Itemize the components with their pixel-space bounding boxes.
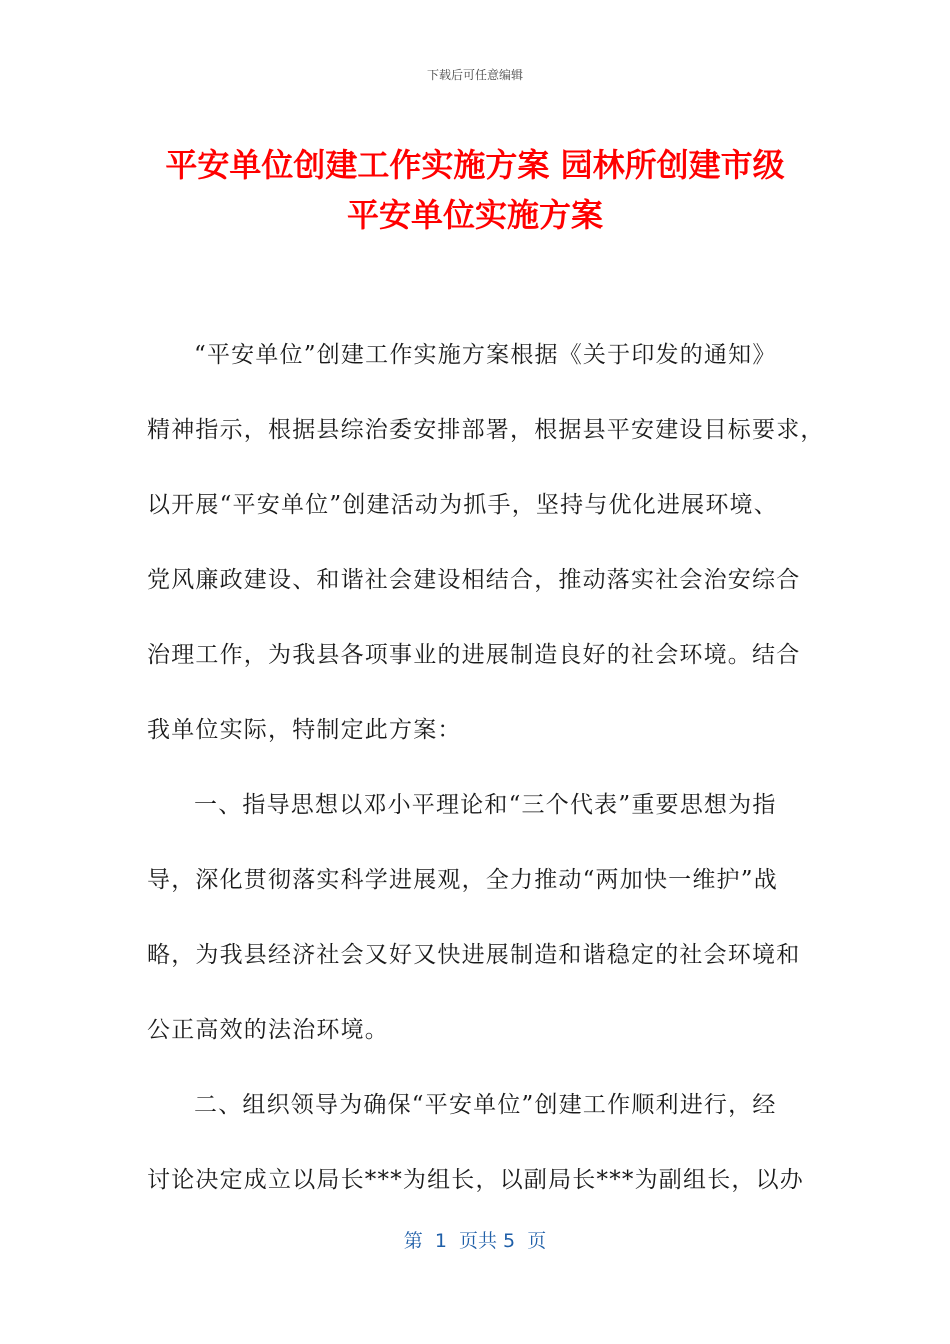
paragraph-2-line-3: 略，为我县经济社会又好又快进展制造和谐稳定的社会环境和 [147, 942, 801, 968]
document-title [100, 140, 850, 240]
header-note: 下载后可任意编辑 [426, 68, 523, 82]
title-line-1: 平安单位创建工作实施方案 园林所创建市级 [165, 146, 785, 184]
document-body [147, 318, 825, 1218]
page-footer: 第 1 页共 5 页 [403, 1230, 547, 1252]
title-line-2: 平安单位实施方案 [346, 196, 603, 234]
paragraph-1-line-1: “平安单位”创建工作实施方案根据《关于印发的通知》 [194, 342, 777, 368]
paragraph-1-line-6: 我单位实际，特制定此方案： [147, 717, 462, 743]
paragraph-2-line-1: 一、指导思想以邓小平理论和“三个代表”重要思想为指 [194, 792, 777, 818]
paragraph-1-line-4: 党风廉政建设、和谐社会建设相结合，推动落实社会治安综合 [147, 567, 801, 593]
paragraph-2-line-4: 公正高效的法治环境。 [147, 1017, 389, 1043]
paragraph-1-line-2: 精神指示，根据县综治委安排部署，根据县平安建设目标要求， [147, 417, 825, 443]
paragraph-3-line-2: 讨论决定成立以局长***为组长，以副局长***为副组长，以办 [147, 1167, 804, 1193]
paragraph-2-line-2: 导，深化贯彻落实科学进展观，全力推动“两加快一维护”战 [147, 867, 778, 893]
paragraph-1-line-3: 以开展“平安单位”创建活动为抓手，坚持与优化进展环境、 [147, 492, 778, 518]
paragraph-1-line-5: 治理工作，为我县各项事业的进展制造良好的社会环境。结合 [147, 642, 801, 668]
paragraph-3-line-1: 二、组织领导为确保“平安单位”创建工作顺利进行，经 [194, 1092, 777, 1118]
